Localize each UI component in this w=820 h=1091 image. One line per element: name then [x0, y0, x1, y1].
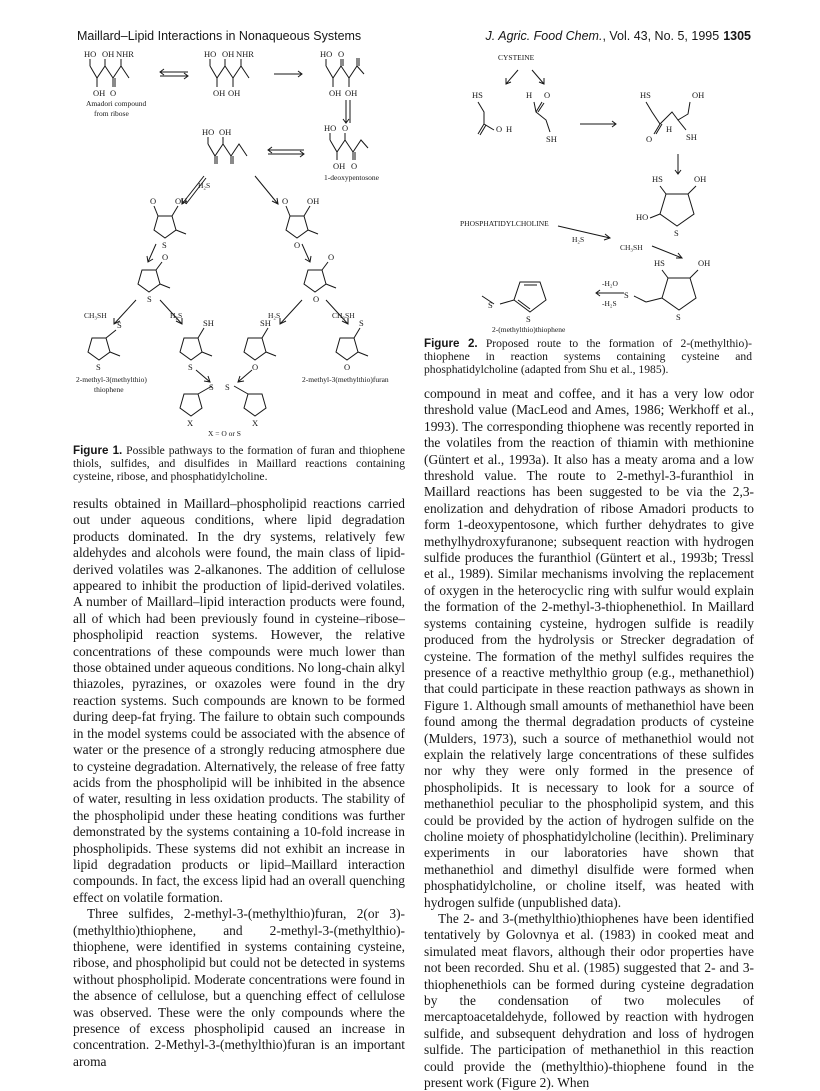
label-h2s-1: H₂S [198, 181, 211, 190]
svg-text:O: O [282, 196, 289, 206]
svg-text:S: S [209, 382, 214, 392]
svg-text:O: O [338, 49, 345, 59]
svg-text:S: S [488, 300, 493, 310]
svg-text:S: S [676, 312, 681, 322]
svg-text:S: S [624, 290, 629, 300]
figure2-caption-text: Proposed route to the formation of 2-(methylthio)-thiophene in reaction systems containing cysteine and phosphatidylcholine (adapted from Shu et al., 1985). [424, 337, 752, 376]
label-amadori: Amadori compound [86, 99, 147, 108]
left-column [73, 496, 405, 1070]
svg-text:HO: HO [320, 49, 333, 59]
right-paragraph-1: compound in meat and coffee, and it has a very low odor threshold value (MacLeod and Ames, 1986; Werkhoff et al., 1993). The corresponding thiophene was recently reported in the volatiles from the reaction of thiamin with methionine (Güntert et al., 1993a). It also has a meaty aroma and a low threshold value. The route to 2-methyl-3-furanthiol in Maillard reactions has been suggested to be via the 2,3-enolization and dehydration of ribose Amadori products to form 1-deoxypentosone, which further dehydrates to give methylhydroxyfuranone; subsequent reaction with hydrogen sulfide produces the furanthiol (Güntert et al., 1993b; Tressl et al., 1989). Similar mechanisms involving the replacement of oxygen in the heterocyclic ring with sulfur would explain the formation of the 2-methyl-3-thiophenethiol. In Maillard systems containing cysteine, hydrogen sulfide is readily produced from the hydrolysis or Strecker degradation of cysteine. The formation of the methyl sulfides requires the presence of a reactive methylthio group (e.g., methanethiol) that could participate in these reaction pathways as shown in Figure 1. Although small amounts of methanethiol have been found among the thermal degradation products of cysteine (Mulders, 1973), such a source of methanethiol would not explain the relatively large concentrations of these sulfides nor why they were only formed in the presence of phospholipids. It is necessary to look for a source of methanethiol peculiar to the phospholipid system, and this could be provided by the action of hydrogen sulfide on the choline moiety of phosphatidylcholine (lecithin). Preliminary experiments in our laboratories have shown that methanethiol and dimethyl disulfide were formed when phosphatidylcholine, or choline itself, was heated with hydrogen sulfide (unpublished data). [424, 386, 754, 910]
svg-text:OH: OH [93, 88, 106, 98]
svg-text:OH: OH [307, 196, 320, 206]
svg-text:O: O [110, 88, 117, 98]
label-minus-h2o: -H₂O [602, 279, 618, 288]
label-cysteine: CYSTEINE [498, 53, 535, 62]
label-minus-h2s: -H₂S [602, 299, 617, 308]
svg-text:HO: HO [84, 49, 97, 59]
svg-text:O: O [344, 362, 351, 372]
svg-text:SH: SH [686, 132, 697, 142]
svg-text:HS: HS [654, 258, 665, 268]
svg-text:OH: OH [692, 90, 705, 100]
label-h2s-left: H₂S [170, 311, 183, 320]
svg-text:S: S [147, 294, 152, 304]
figure2-caption-label: Figure 2. [424, 337, 478, 350]
label-h2s-right: H₂S [268, 311, 281, 320]
svg-text:O: O [328, 252, 335, 262]
svg-text:NHR: NHR [236, 49, 254, 59]
label-h2s: H₂S [572, 235, 585, 244]
svg-text:O: O [294, 240, 301, 250]
header-citation [486, 29, 752, 43]
svg-text:OH: OH [222, 49, 235, 59]
page-number: 1305 [723, 29, 751, 43]
svg-text:S: S [188, 362, 193, 372]
right-column [424, 386, 754, 1091]
svg-text:SH: SH [203, 318, 214, 328]
svg-text:OH: OH [213, 88, 226, 98]
svg-text:OH: OH [228, 88, 241, 98]
figure2-scheme [420, 50, 750, 335]
svg-text:OH: OH [329, 88, 342, 98]
svg-text:HS: HS [472, 90, 483, 100]
svg-text:S: S [225, 382, 230, 392]
svg-text:SH: SH [546, 134, 557, 144]
label-mt-thiophene: 2-methyl-3(methylthio) [76, 375, 147, 384]
label-from-ribose: from ribose [94, 109, 129, 118]
svg-text:X: X [187, 418, 194, 428]
figure1-caption-text: Possible pathways to the formation of furan and thiophene thiols, sulfides, and disulfides in Maillard reactions containing cysteine, ribose, and phosphatidylcholine. [73, 444, 406, 483]
svg-text:H: H [666, 124, 673, 134]
figure1-caption-label: Figure 1. [73, 444, 123, 457]
svg-text:HO: HO [202, 127, 215, 137]
svg-text:S: S [359, 318, 364, 328]
svg-text:O: O [313, 294, 320, 304]
label-product: 2-(methylthio)thiophene [492, 325, 566, 334]
svg-text:OH: OH [102, 49, 115, 59]
header-title: Maillard–Lipid Interactions in Nonaqueous Systems [77, 29, 362, 43]
svg-text:O: O [150, 196, 157, 206]
figure1-scheme [72, 48, 402, 438]
svg-text:O: O [162, 252, 169, 262]
label-phosphatidylcholine: PHOSPHATIDYLCHOLINE [460, 219, 549, 228]
svg-text:O: O [544, 90, 551, 100]
right-paragraph-2: The 2- and 3-(methylthio)thiophenes have been identified tentatively by Golovnya et al. (1983) in cooked meat and simulated meat flavors, although their odor properties have not been recorded. Shu et al. (1985) suggested that 2- and 3-thiophenethiols can be formed during cysteine degradation by the condensation of two molecules of mercaptoacetaldehyde, followed by reaction with hydrogen sulfide, and subsequent dehydration and loss of hydrogen sulfide. The participation of methanethiol in this reaction could provide the (methylthio)-thiophene found in the present work (Figure 2). When [424, 911, 754, 1091]
svg-text:HS: HS [652, 174, 663, 184]
svg-text:OH: OH [175, 196, 188, 206]
svg-text:HO: HO [324, 123, 337, 133]
svg-text:OH: OH [333, 161, 346, 171]
svg-text:S: S [96, 362, 101, 372]
journal-volume: , Vol. 43, No. 5, 1995 [602, 29, 720, 43]
svg-text:HS: HS [640, 90, 651, 100]
svg-text:HO: HO [636, 212, 649, 222]
label-x-note: X = O or S [208, 429, 241, 438]
svg-text:O: O [646, 134, 653, 144]
svg-text:O: O [342, 123, 349, 133]
svg-text:OH: OH [698, 258, 711, 268]
label-deoxypentosone: 1-deoxypentosone [324, 173, 379, 182]
svg-text:X: X [252, 418, 259, 428]
running-header [77, 29, 751, 45]
figure1-caption [73, 444, 405, 483]
svg-text:H: H [506, 124, 513, 134]
svg-text:S: S [162, 240, 167, 250]
svg-text:OH: OH [694, 174, 707, 184]
figure2-caption [424, 337, 752, 376]
left-paragraph-2: Three sulfides, 2-methyl-3-(methylthio)furan, 2(or 3)-(methylthio)thiophene, and 2-methyl-3-(methylthio)-thiophene, were identified in systems containing cysteine, ribose, and phospholipid but could not be detected in systems without phospholipid. Moderate concentrations were found in the absence of cellulose, but a quenching effect of cellulose was observed. These were the only compounds where the presence of excess phospholipid caused an increase in concentration. 2-Methyl-3-(methylthio)furan is an important aroma [73, 906, 405, 1069]
svg-text:O: O [496, 124, 503, 134]
label-ch3sh-left: CH₃SH [84, 311, 107, 320]
svg-text:OH: OH [219, 127, 232, 137]
svg-text:SH: SH [260, 318, 271, 328]
svg-text:NHR: NHR [116, 49, 134, 59]
svg-text:O: O [252, 362, 259, 372]
svg-text:S: S [117, 320, 122, 330]
svg-text:O: O [351, 161, 358, 171]
label-ch3sh: CH₃SH [620, 243, 643, 252]
label-thiophene: thiophene [94, 385, 124, 394]
svg-text:S: S [526, 314, 531, 324]
svg-text:OH: OH [345, 88, 358, 98]
svg-text:H: H [526, 90, 533, 100]
journal-name: J. Agric. Food Chem. [485, 29, 603, 43]
label-mt-furan: 2-methyl-3(methylthio)furan [302, 375, 389, 384]
svg-text:HO: HO [204, 49, 217, 59]
label-ch3sh-right: CH₃SH [332, 311, 355, 320]
svg-text:S: S [674, 228, 679, 238]
left-paragraph-1: results obtained in Maillard–phospholipid reactions carried out under aqueous conditions, where lipid degradation products dominated. In the dry systems, relatively few aldehydes and alcohols were found, the main class of lipid-derived volatiles was 2-alkanones. The addition of cellulose appeared to inhibit the production of lipid-derived volatiles. A number of Maillard–lipid interaction products were found, all of which had been previously found in cysteine–ribose–phospholipid reaction systems. However, the relative concentrations of these compounds were much lower than those obtained under aqueous conditions. No long-chain alkyl thiazoles, pyrazines, or oxazoles were found in the dry reaction systems. Such compounds are known to be formed during deep-fat frying. The failure to obtain such compounds in the model systems could be associated with the absence of water or the presence of a strongly reducing atmosphere due to cysteine degradation. Alternatively, the release of free fatty acids from the phospholipid will be inhibited in the absence of water, resulting in less oxidation products. The stability of the phospholipid under these heating conditions was further demonstrated by the systems containing a 10-fold increase in phospholipids. These systems did not exhibit an increase in lipid degradation products or lipid–Maillard interaction compounds. In fact, the excess lipid had an overall quenching effect on volatile formation. [73, 496, 405, 905]
